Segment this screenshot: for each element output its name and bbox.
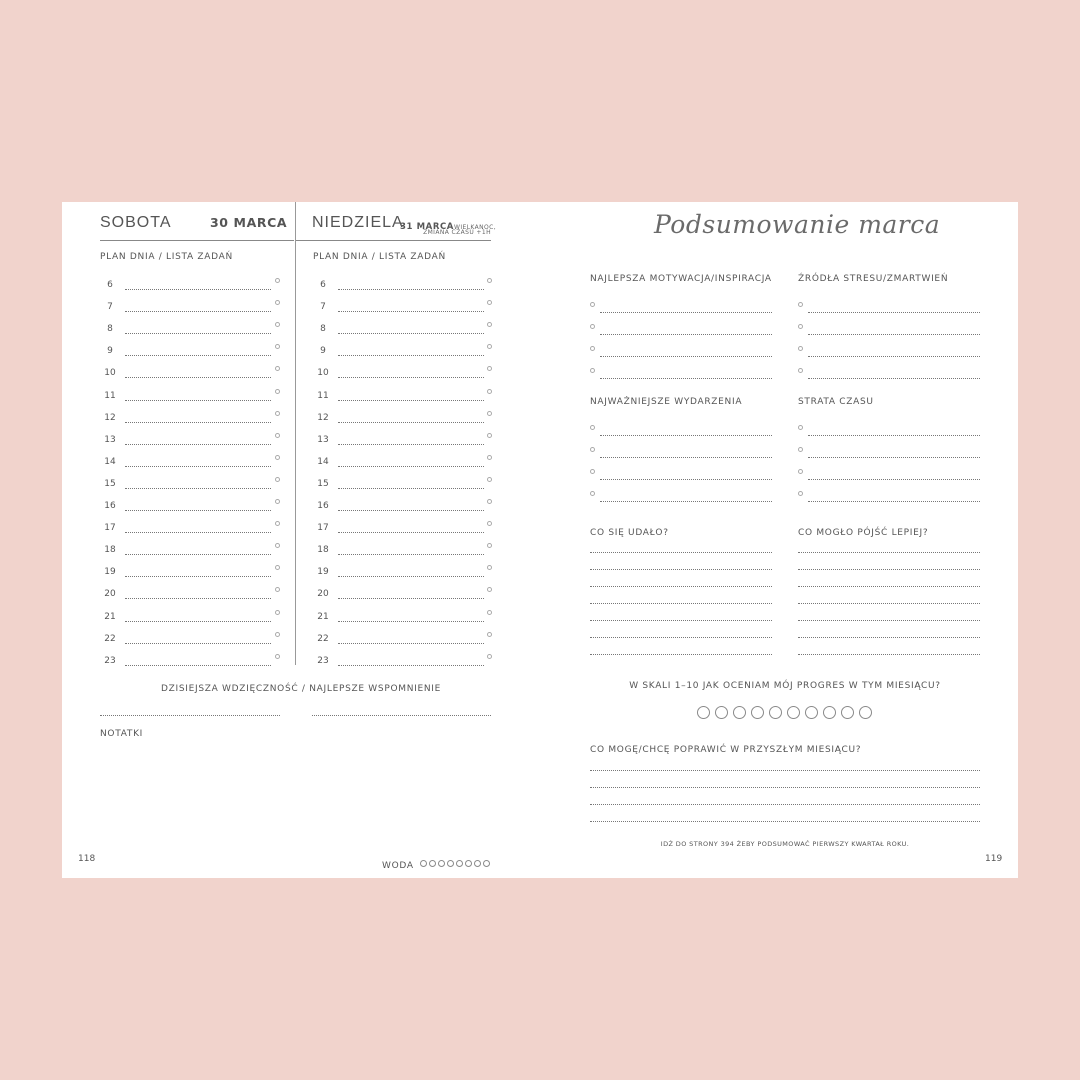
sunday-hour-line[interactable] — [338, 422, 484, 423]
saturday-task-checkbox[interactable] — [275, 344, 280, 349]
improve-line[interactable] — [590, 770, 980, 771]
sunday-header-rule — [296, 240, 491, 241]
saturday-task-checkbox[interactable] — [275, 433, 280, 438]
better-label: CO MOGŁO PÓJŚĆ LEPIEJ? — [798, 528, 929, 538]
saturday-task-checkbox[interactable] — [275, 632, 280, 637]
saturday-task-checkbox[interactable] — [275, 521, 280, 526]
saturday-hour-line[interactable] — [125, 510, 271, 511]
time-waste-line[interactable] — [808, 479, 980, 480]
stress-bullet[interactable] — [798, 324, 803, 329]
water-glass-list — [420, 853, 492, 872]
sunday-hour-line[interactable] — [338, 598, 484, 599]
better-line[interactable] — [798, 637, 980, 638]
water-glass-checkbox[interactable] — [465, 860, 472, 867]
time-waste-bullet[interactable] — [798, 447, 803, 452]
sunday-hour-line[interactable] — [338, 466, 484, 467]
sunday-hour-line[interactable] — [338, 333, 484, 334]
saturday-hour-line[interactable] — [125, 444, 271, 445]
saturday-hour-label: 8 — [107, 324, 113, 335]
improve-line[interactable] — [590, 804, 980, 805]
sunday-hour-label: 14 — [317, 456, 329, 467]
events-line[interactable] — [600, 435, 772, 436]
scale-option[interactable] — [697, 706, 710, 719]
scale-option[interactable] — [805, 706, 818, 719]
sunday-task-checkbox[interactable] — [487, 565, 492, 570]
saturday-hour-line[interactable] — [125, 598, 271, 599]
saturday-hour-label: 19 — [104, 567, 116, 578]
water-tracker — [382, 853, 492, 872]
scale-option[interactable] — [859, 706, 872, 719]
saturday-task-checkbox[interactable] — [275, 610, 280, 615]
saturday-hour-label: 7 — [107, 302, 113, 313]
stress-line[interactable] — [808, 356, 980, 357]
sunday-hour-label: 23 — [317, 655, 329, 666]
saturday-hour-label: 17 — [104, 523, 116, 534]
sunday-task-checkbox[interactable] — [487, 300, 492, 305]
saturday-hour-line[interactable] — [125, 554, 271, 555]
sunday-hour-line[interactable] — [338, 377, 484, 378]
sunday-hour-line[interactable] — [338, 355, 484, 356]
events-bullet[interactable] — [590, 469, 595, 474]
sunday-hour-label: 17 — [317, 523, 329, 534]
saturday-hour-line[interactable] — [125, 643, 271, 644]
sunday-hour-line[interactable] — [338, 621, 484, 622]
sunday-task-checkbox[interactable] — [487, 499, 492, 504]
sunday-hour-line[interactable] — [338, 400, 484, 401]
sunday-task-checkbox[interactable] — [487, 278, 492, 283]
saturday-hour-label: 21 — [104, 611, 116, 622]
water-glass-checkbox[interactable] — [474, 860, 481, 867]
scale-option[interactable] — [751, 706, 764, 719]
motivation-bullet[interactable] — [590, 302, 595, 307]
stress-line[interactable] — [808, 378, 980, 379]
saturday-hour-line[interactable] — [125, 333, 271, 334]
motivation-bullet[interactable] — [590, 368, 595, 373]
events-line[interactable] — [600, 457, 772, 458]
saturday-task-checkbox[interactable] — [275, 455, 280, 460]
success-line[interactable] — [590, 552, 772, 553]
time-waste-bullet[interactable] — [798, 425, 803, 430]
improve-line[interactable] — [590, 821, 980, 822]
saturday-task-checkbox[interactable] — [275, 411, 280, 416]
sunday-hour-line[interactable] — [338, 311, 484, 312]
saturday-hour-line[interactable] — [125, 665, 271, 666]
sunday-hour-line[interactable] — [338, 289, 484, 290]
saturday-hour-line[interactable] — [125, 311, 271, 312]
time-waste-line[interactable] — [808, 435, 980, 436]
saturday-hour-label: 10 — [104, 368, 116, 379]
sunday-task-checkbox[interactable] — [487, 543, 492, 548]
sunday-task-checkbox[interactable] — [487, 587, 492, 592]
page-number-right: 119 — [985, 854, 1003, 864]
saturday-hour-line[interactable] — [125, 488, 271, 489]
saturday-task-checkbox[interactable] — [275, 587, 280, 592]
summary-title: Podsumowanie marca — [654, 210, 941, 239]
sunday-hour-line[interactable] — [338, 554, 484, 555]
sunday-hour-label: 8 — [320, 324, 326, 335]
sunday-day-name: NIEDZIELA — [312, 214, 404, 231]
scale-option[interactable] — [715, 706, 728, 719]
saturday-hour-line[interactable] — [125, 355, 271, 356]
sunday-hour-label: 22 — [317, 633, 329, 644]
sunday-hour-label: 20 — [317, 589, 329, 600]
sunday-hour-label: 9 — [320, 346, 326, 357]
improve-label: CO MOGĘ/CHCĘ POPRAWIĆ W PRZYSZŁYM MIESIĄCU? — [590, 745, 862, 755]
sunday-hour-label: 11 — [317, 390, 329, 401]
sunday-task-checkbox[interactable] — [487, 411, 492, 416]
saturday-hour-label: 22 — [104, 633, 116, 644]
sunday-task-checkbox[interactable] — [487, 455, 492, 460]
saturday-hour-label: 6 — [107, 280, 113, 290]
better-line[interactable] — [798, 654, 980, 655]
water-glass-checkbox[interactable] — [456, 860, 463, 867]
motivation-bullet[interactable] — [590, 324, 595, 329]
sunday-plan-label: PLAN DNIA / LISTA ZADAŃ — [313, 252, 446, 262]
footer-note: IDŹ DO STRONY 394 ŻEBY PODSUMOWAĆ PIERWSZY KWARTAŁ ROKU. — [660, 840, 910, 848]
saturday-hour-line[interactable] — [125, 400, 271, 401]
saturday-hour-label: 9 — [107, 346, 113, 357]
motivation-bullet[interactable] — [590, 346, 595, 351]
day-divider — [295, 202, 296, 665]
sunday-hour-label: 13 — [317, 434, 329, 445]
saturday-hour-line[interactable] — [125, 422, 271, 423]
stress-line[interactable] — [808, 334, 980, 335]
sunday-task-checkbox[interactable] — [487, 344, 492, 349]
page-number-left: 118 — [78, 854, 96, 864]
water-glass-checkbox[interactable] — [429, 860, 436, 867]
sunday-hour-line[interactable] — [338, 665, 484, 666]
saturday-task-checkbox[interactable] — [275, 477, 280, 482]
saturday-task-checkbox[interactable] — [275, 389, 280, 394]
time-waste-line[interactable] — [808, 457, 980, 458]
motivation-line[interactable] — [600, 356, 772, 357]
saturday-hour-line[interactable] — [125, 532, 271, 533]
time-waste-bullet[interactable] — [798, 469, 803, 474]
events-label: NAJWAŻNIEJSZE WYDARZENIA — [590, 397, 743, 407]
sunday-hour-line[interactable] — [338, 510, 484, 511]
sunday-hour-label: 21 — [317, 611, 329, 622]
sunday-hour-label: 7 — [320, 302, 326, 313]
time-waste-label: STRATA CZASU — [798, 397, 874, 407]
saturday-task-checkbox[interactable] — [275, 366, 280, 371]
saturday-hour-label: 16 — [104, 501, 116, 511]
water-label: WODA — [382, 861, 414, 871]
gratitude-line-left[interactable] — [100, 715, 280, 716]
saturday-date: 30 MARCA — [210, 215, 288, 230]
sunday-note-line2: ZMIANA CZASU +1H — [423, 229, 491, 236]
motivation-line[interactable] — [600, 334, 772, 335]
saturday-plan-label: PLAN DNIA / LISTA ZADAŃ — [100, 252, 233, 262]
stress-bullet[interactable] — [798, 302, 803, 307]
better-line[interactable] — [798, 603, 980, 604]
success-line[interactable] — [590, 603, 772, 604]
sunday-hour-line[interactable] — [338, 643, 484, 644]
sunday-task-checkbox[interactable] — [487, 366, 492, 371]
saturday-hour-label: 11 — [104, 390, 116, 401]
saturday-header-rule — [100, 240, 294, 241]
saturday-task-checkbox[interactable] — [275, 499, 280, 504]
success-line[interactable] — [590, 586, 772, 587]
sunday-hour-label: 16 — [317, 501, 329, 511]
gratitude-label: DZISIEJSZA WDZIĘCZNOŚĆ / NAJLEPSZE WSPOMNIENIE — [161, 684, 442, 694]
events-line[interactable] — [600, 479, 772, 480]
sunday-task-checkbox[interactable] — [487, 433, 492, 438]
events-bullet[interactable] — [590, 491, 595, 496]
gratitude-line-right[interactable] — [312, 715, 491, 716]
water-glass-checkbox[interactable] — [447, 860, 454, 867]
events-bullet[interactable] — [590, 425, 595, 430]
sunday-date: 31 MARCA — [400, 222, 454, 232]
saturday-task-checkbox[interactable] — [275, 543, 280, 548]
saturday-day-name: SOBOTA — [100, 214, 172, 231]
saturday-hour-label: 14 — [104, 456, 116, 467]
sunday-task-checkbox[interactable] — [487, 389, 492, 394]
saturday-task-checkbox[interactable] — [275, 300, 280, 305]
motivation-line[interactable] — [600, 378, 772, 379]
stress-line[interactable] — [808, 312, 980, 313]
saturday-hour-line[interactable] — [125, 576, 271, 577]
sunday-task-checkbox[interactable] — [487, 610, 492, 615]
water-glass-checkbox[interactable] — [420, 860, 427, 867]
events-line[interactable] — [600, 501, 772, 502]
better-line[interactable] — [798, 552, 980, 553]
saturday-hour-label: 15 — [104, 478, 116, 489]
saturday-hour-label: 13 — [104, 434, 116, 445]
sunday-hour-line[interactable] — [338, 488, 484, 489]
success-line[interactable] — [590, 620, 772, 621]
water-glass-checkbox[interactable] — [483, 860, 490, 867]
sunday-hour-label: 18 — [317, 545, 329, 556]
improve-line[interactable] — [590, 787, 980, 788]
motivation-label: NAJLEPSZA MOTYWACJA/INSPIRACJA — [590, 274, 772, 284]
stress-bullet[interactable] — [798, 368, 803, 373]
saturday-hour-label: 12 — [104, 412, 116, 423]
sunday-note-line1: WIELKANOC, — [454, 224, 497, 231]
motivation-line[interactable] — [600, 312, 772, 313]
saturday-hour-line[interactable] — [125, 289, 271, 290]
saturday-hour-line[interactable] — [125, 466, 271, 467]
sunday-task-checkbox[interactable] — [487, 654, 492, 659]
saturday-hour-label: 18 — [104, 545, 116, 556]
sunday-hour-label: 10 — [317, 368, 329, 379]
sunday-hour-label: 15 — [317, 478, 329, 489]
sunday-task-checkbox[interactable] — [487, 477, 492, 482]
better-line[interactable] — [798, 569, 980, 570]
sunday-hour-line[interactable] — [338, 532, 484, 533]
success-line[interactable] — [590, 637, 772, 638]
sunday-task-checkbox[interactable] — [487, 632, 492, 637]
scale-option[interactable] — [733, 706, 746, 719]
scale-option[interactable] — [787, 706, 800, 719]
stress-bullet[interactable] — [798, 346, 803, 351]
scale-option[interactable] — [769, 706, 782, 719]
success-line[interactable] — [590, 654, 772, 655]
sunday-task-checkbox[interactable] — [487, 322, 492, 327]
events-bullet[interactable] — [590, 447, 595, 452]
saturday-task-checkbox[interactable] — [275, 565, 280, 570]
saturday-task-checkbox[interactable] — [275, 322, 280, 327]
sunday-hour-line[interactable] — [338, 444, 484, 445]
scale-question: W SKALI 1–10 JAK OCENIAM MÓJ PROGRES W TYM MIESIĄCU? — [629, 681, 941, 691]
saturday-hour-line[interactable] — [125, 377, 271, 378]
scale-option[interactable] — [841, 706, 854, 719]
sunday-hour-line[interactable] — [338, 576, 484, 577]
sunday-task-checkbox[interactable] — [487, 521, 492, 526]
notes-label: NOTATKI — [100, 729, 144, 739]
stress-label: ŹRÓDŁA STRESU/ZMARTWIEŃ — [798, 274, 949, 284]
sunday-hour-label: 6 — [320, 280, 326, 290]
success-line[interactable] — [590, 569, 772, 570]
saturday-task-checkbox[interactable] — [275, 278, 280, 283]
time-waste-bullet[interactable] — [798, 491, 803, 496]
water-glass-checkbox[interactable] — [438, 860, 445, 867]
scale-option[interactable] — [823, 706, 836, 719]
saturday-task-checkbox[interactable] — [275, 654, 280, 659]
saturday-hour-line[interactable] — [125, 621, 271, 622]
better-line[interactable] — [798, 620, 980, 621]
better-line[interactable] — [798, 586, 980, 587]
progress-scale — [697, 704, 877, 723]
sunday-hour-label: 12 — [317, 412, 329, 423]
time-waste-line[interactable] — [808, 501, 980, 502]
saturday-hour-label: 20 — [104, 589, 116, 600]
saturday-hour-label: 23 — [104, 655, 116, 666]
planner-spread — [62, 202, 1018, 878]
sunday-hour-label: 19 — [317, 567, 329, 578]
success-label: CO SIĘ UDAŁO? — [590, 528, 669, 538]
